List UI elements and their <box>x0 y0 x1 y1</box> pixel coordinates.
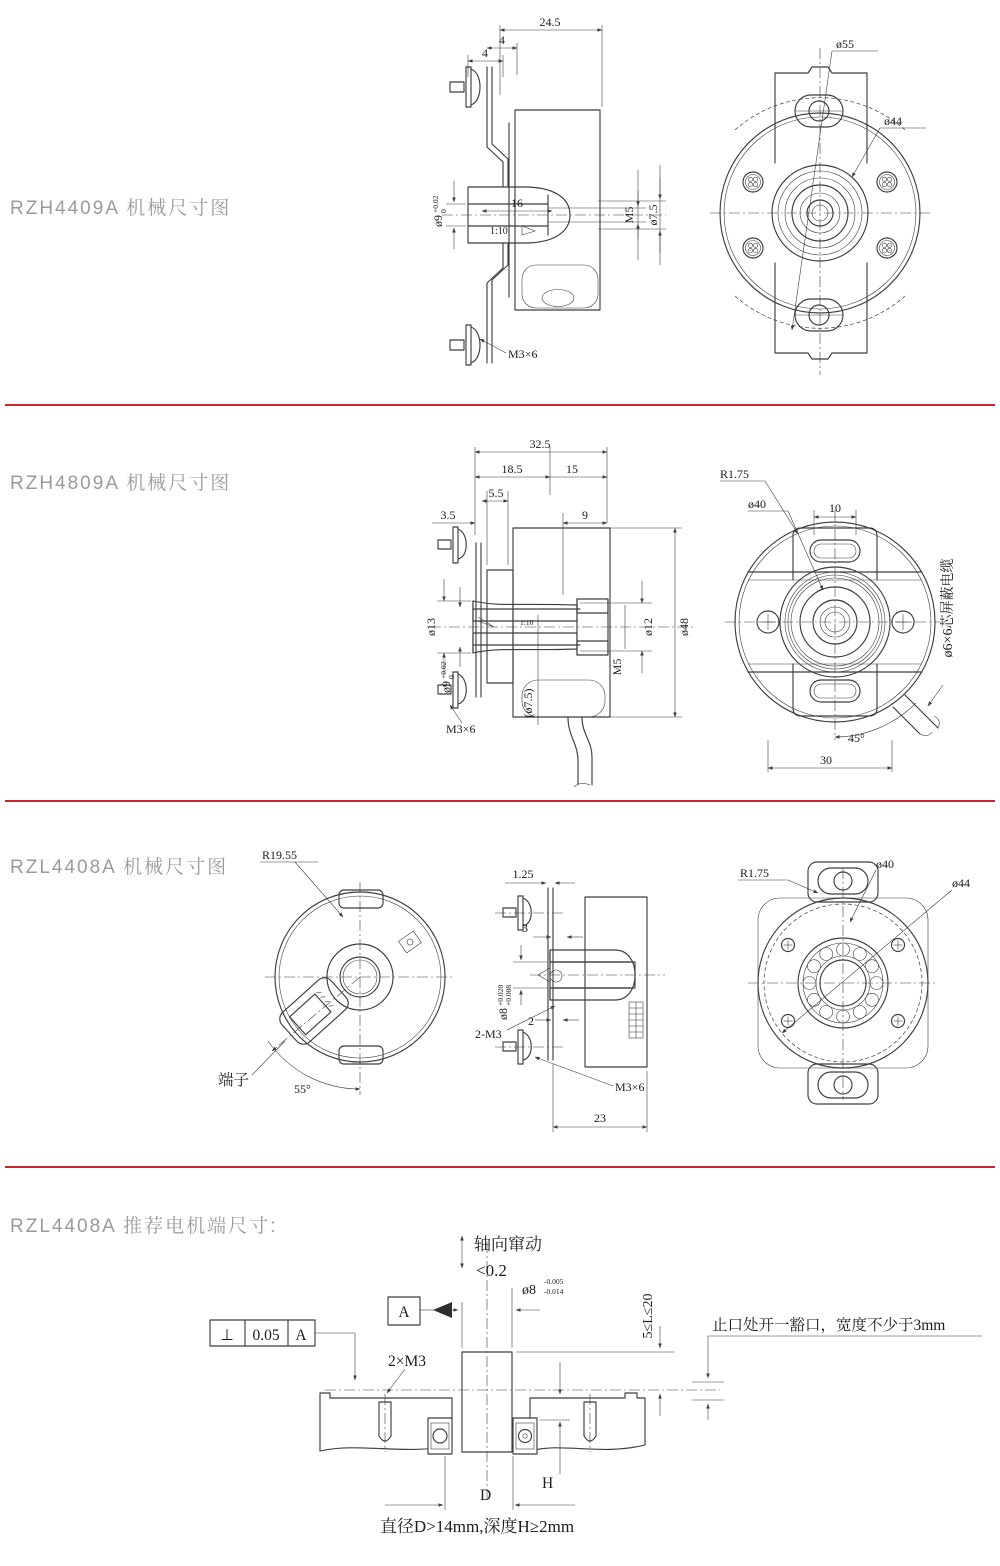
dim-10: 10 <box>829 501 841 515</box>
dim-2: 2 <box>528 1014 534 1028</box>
feature-control-frame <box>210 1320 355 1380</box>
dim-m5: M5 <box>622 206 636 224</box>
dim-d8-group <box>496 985 513 1020</box>
dim-d9: ø9 <box>431 215 445 227</box>
tapped-hole-left <box>379 1394 391 1452</box>
screw-top <box>438 527 466 563</box>
dim-d8-tol-up: +0.020 <box>496 984 505 1006</box>
dim-d40: ø40 <box>876 857 894 871</box>
fcf-symbol: ⊥ <box>220 1327 234 1344</box>
dim-d9-tol-dn: 0 <box>447 675 456 679</box>
dim-23: 23 <box>594 1111 606 1125</box>
datum-triangle <box>433 1302 452 1318</box>
section1-title: RZH4409A 机械尺寸图 <box>10 198 232 219</box>
dim-16: 16 <box>511 196 523 210</box>
dim-d9-tol-up: +0.02 <box>439 661 448 679</box>
rzh4809a-side-view-drawing <box>420 435 710 790</box>
mount-tab-top <box>775 67 867 163</box>
dim-55deg: 55° <box>294 1082 311 1096</box>
section4-title: RZL4408A 推荐电机端尺寸: <box>10 1216 278 1237</box>
dim-d8: ø8 <box>496 1008 510 1020</box>
dim-d8-tol-dn: -0.014 <box>544 1287 564 1296</box>
dim-2-m3: 2-M3 <box>475 1027 502 1041</box>
dim-r19-55: R19.55 <box>262 848 298 862</box>
dim-d8-tol-up: -0.005 <box>544 1277 564 1286</box>
dim-d48: ø48 <box>677 618 691 636</box>
dim-d40: ø40 <box>748 497 766 511</box>
section2-title: RZH4809A 机械尺寸图 <box>10 473 232 494</box>
connector <box>276 974 352 1048</box>
dim-h: H <box>542 1475 554 1492</box>
dim-d9-group <box>431 195 448 227</box>
tapped-hole-right <box>584 1394 596 1452</box>
dim-15: 15 <box>566 462 578 476</box>
rzh4409a-front-view-drawing <box>700 30 940 375</box>
mount-tab-bottom <box>775 263 867 359</box>
section3-title: RZL4408A 机械尺寸图 <box>10 857 229 878</box>
rzl4408a-front-view-drawing <box>730 857 990 1150</box>
runout-label: 轴向窜动 <box>474 1235 542 1254</box>
rzl4408a-motor-end-drawing <box>200 1230 990 1566</box>
dim-45deg: 45° <box>848 731 865 745</box>
dim-d9: ø9 <box>439 681 453 693</box>
fcf-tolerance: 0.05 <box>252 1327 280 1344</box>
notch-note: 止口处开一豁口，宽度不少于3mm <box>712 1317 946 1334</box>
dim-d44: ø44 <box>884 114 902 128</box>
rzl4408a-rear-view-drawing <box>210 845 470 1155</box>
rzh4809a-front-view-drawing <box>690 440 990 790</box>
dim-d: D <box>480 1487 492 1504</box>
screw-bottom <box>495 1030 565 1064</box>
rzl4408a-side-section-drawing <box>455 850 705 1150</box>
dim-1-25: 1.25 <box>512 867 534 881</box>
dim-2xm3: 2×M3 <box>388 1353 427 1370</box>
bearing-right <box>513 1418 537 1454</box>
dim-d9-tol-dn: 0 <box>439 209 448 213</box>
runout-value: <0.2 <box>476 1261 507 1280</box>
section-divider-2 <box>5 800 995 802</box>
dim-d55: ø55 <box>836 37 854 51</box>
dim-18-5: 18.5 <box>501 462 523 476</box>
pcb-feature <box>399 931 422 953</box>
dim-d8-tol-dn: +0.008 <box>504 984 513 1006</box>
dim-d13: ø13 <box>424 618 438 636</box>
cable-label: ø6×6芯屏蔽电缆 <box>941 558 956 658</box>
bearing-left <box>428 1418 452 1454</box>
section-divider-3 <box>5 1166 995 1168</box>
dim-d7-5: ø7.5 <box>646 204 660 226</box>
fcf-datum-ref: A <box>295 1327 307 1344</box>
dim-d12: ø12 <box>641 618 655 636</box>
dim-d9-tol-up: +0.02 <box>431 195 440 213</box>
dim-5-5: 5.5 <box>488 486 504 500</box>
dim-30: 30 <box>820 753 832 767</box>
dim-3: 3 <box>522 921 528 935</box>
screw-spec: M3×6 <box>615 1080 645 1094</box>
datum-a-label: A <box>398 1304 410 1321</box>
terminal-label: 端子 <box>218 1072 250 1089</box>
screw-top <box>450 67 480 107</box>
dim-d7-5: (ø7.5) <box>521 688 535 718</box>
dim-4b: 4 <box>482 46 488 60</box>
dim-4a: 4 <box>499 33 505 47</box>
dim-m5: M5 <box>610 658 624 676</box>
dim-3-5: 3.5 <box>440 508 456 522</box>
screw-spec: M3×6 <box>508 347 538 361</box>
dim-d8: ø8 <box>522 1283 536 1298</box>
dim-r1-75: R1.75 <box>720 467 750 481</box>
section-divider-1 <box>5 404 995 406</box>
dim-32-5: 32.5 <box>529 437 551 451</box>
taper-label: 1:10 <box>490 226 508 237</box>
screw-spec: M3×6 <box>446 722 476 736</box>
dim-24-5: 24.5 <box>539 15 561 29</box>
taper-label: 1:10 <box>520 618 534 627</box>
rzh4409a-side-view-drawing <box>430 15 680 390</box>
screw-bottom <box>450 325 480 365</box>
size-note: 直径D>14mm,深度H≥2mm <box>379 1517 575 1536</box>
screw-top <box>495 896 565 930</box>
dim-shaft-length-range: 5≤L≤20 <box>641 1293 656 1339</box>
dim-9: 9 <box>582 508 588 522</box>
dim-r1-75: R1.75 <box>740 866 770 880</box>
dim-d44: ø44 <box>952 876 970 890</box>
